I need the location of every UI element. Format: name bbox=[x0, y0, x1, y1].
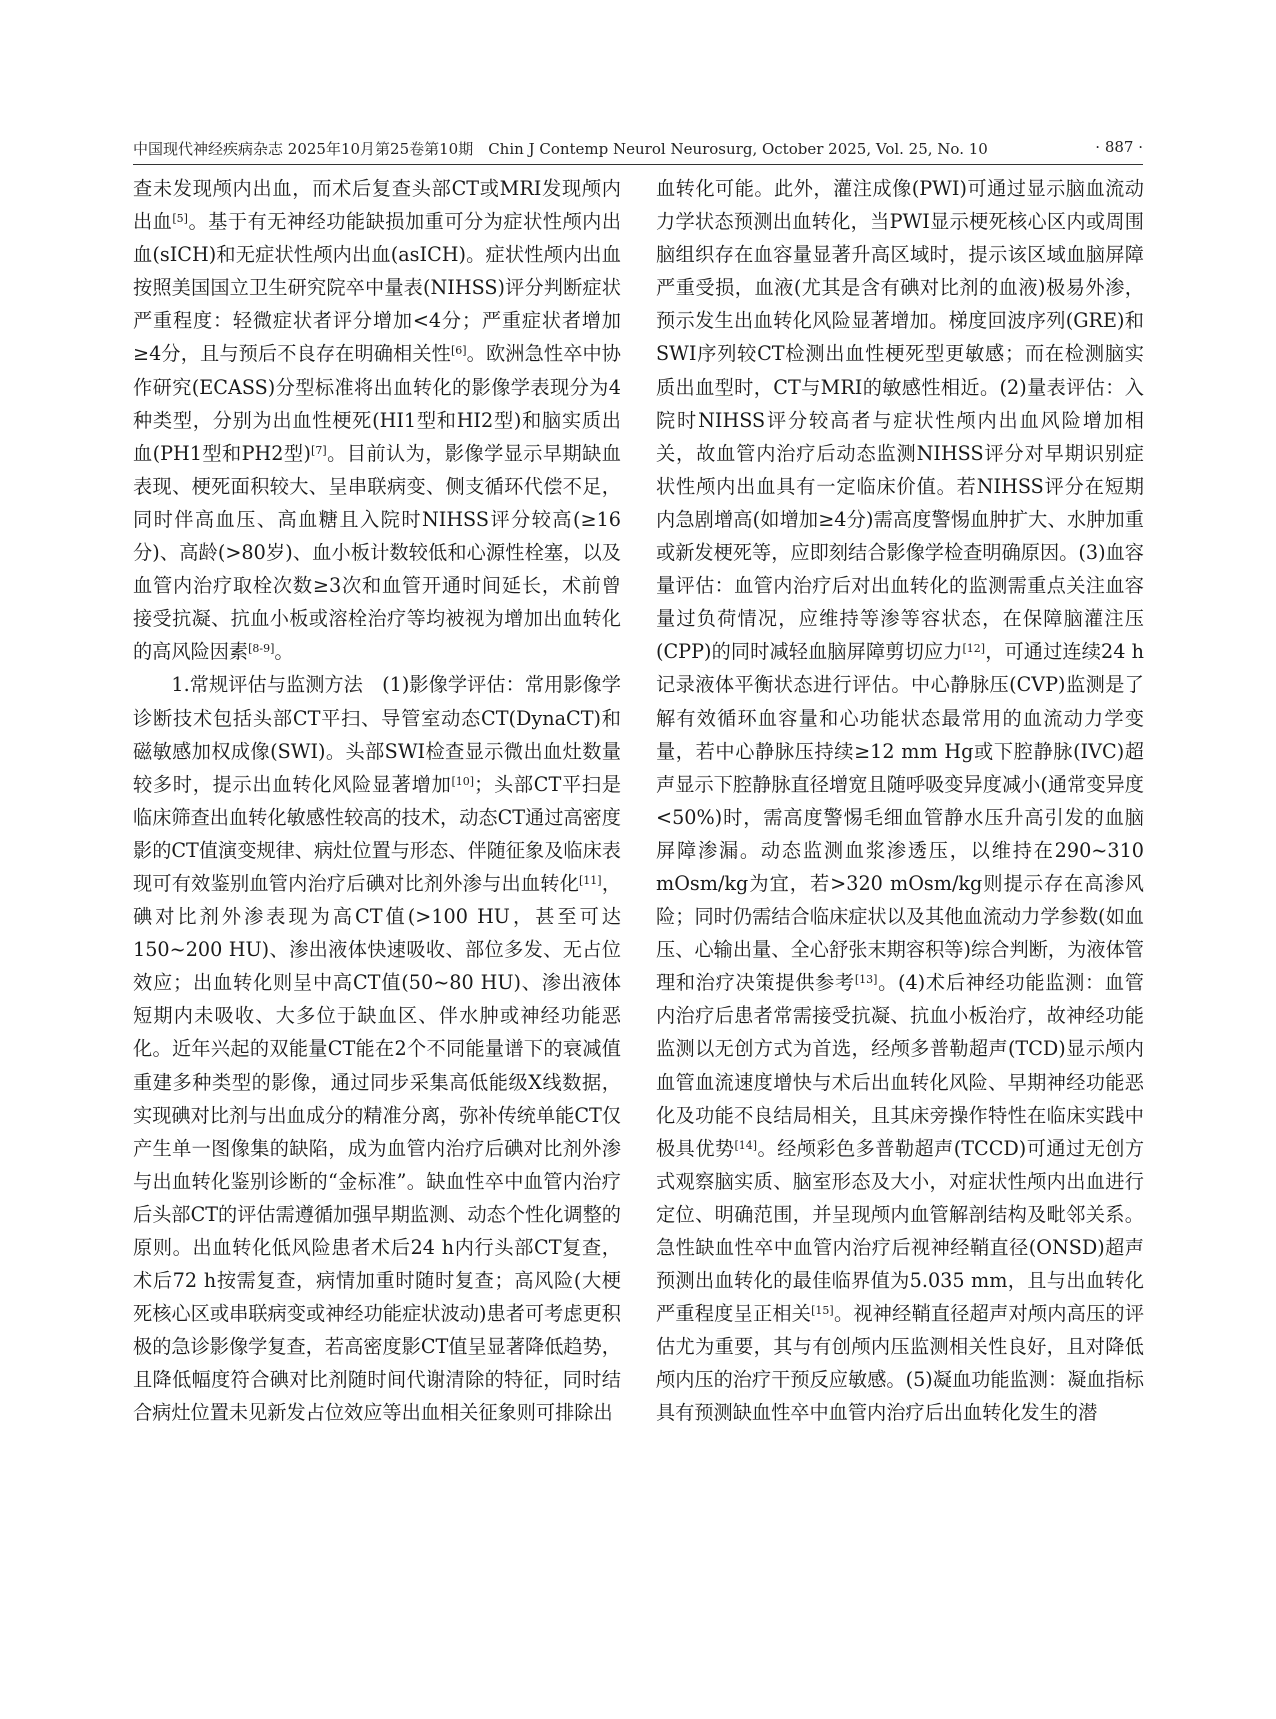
page-number: · 887 · bbox=[1095, 138, 1143, 156]
citation-ref: [13] bbox=[854, 973, 878, 987]
citation-ref: [12] bbox=[962, 642, 986, 656]
citation-ref: [5] bbox=[172, 212, 188, 226]
citation-ref: [15] bbox=[811, 1304, 834, 1318]
citation-ref: [8-9] bbox=[248, 642, 275, 656]
text-run: 查未发现颅内出血，而术后复查头部CT或MRI发现颅内出血 bbox=[133, 177, 621, 234]
paragraph-continuation bbox=[133, 172, 621, 668]
citation-ref: [6] bbox=[450, 344, 467, 358]
paragraph-continuation bbox=[656, 172, 1144, 1430]
journal-citation: 中国现代神经疾病杂志 2025年10月第25卷第10期 Chin J Contemp Neurol Neurosurg, October 2025, Vol. 25, No. 10 bbox=[133, 140, 988, 158]
paragraph-methods bbox=[133, 668, 621, 1429]
text-run: 。欧洲急性卒中协作研究(ECASS)分型标准将出血转化的影像学表现分为4种类型，分别为出血性梗死(HI1型和HI2型)和脑实质出血(PH1型和PH2型) bbox=[133, 342, 621, 465]
text-run: ，碘对比剂外渗表现为高CT值(>100 HU，甚至可达150~200 HU)、渗出液体快速吸收、部位多发、无占位效应；出血转化则呈中高CT值(50~80 HU)、渗出液体短期内未吸收、大多位于缺血区、伴水肿或神经功能恶化。近年兴起的双能量CT能在2个不同能量谱下的衰减值重建多种类型的影像，通过同步采集高低能级X线数据，实现碘对比剂与出血成分的精准分离，弥补传统单能CT仅产生单一图像集的缺陷，成为血管内治疗后碘对比剂外渗与出血转化鉴别诊断的“金标准”。缺血性卒中血管内治疗后头部CT的评估需遵循加强早期监测、动态个性化调整的原则。出血转化低风险患者术后24 h内行头部CT复查，术后72 h按需复查，病情加重时随时复查；高风险(大梗死核心区或串联病变或神经功能症状波动)患者可考虑更积极的急诊影像学复查，若高密度影CT值呈显著降低趋势，且降低幅度符合碘对比剂随时间代谢清除的特征，同时结合病灶位置未见新发占位效应等出血相关征象则可排除出 bbox=[133, 871, 622, 1425]
header-rule bbox=[133, 164, 1143, 165]
text-run: 。(4)术后神经功能监测：血管内治疗后患者常需接受抗凝、抗血小板治疗，故神经功能监测以无创方式为首选，经颅多普勒超声(TCD)显示颅内血管血流速度增快与术后出血转化风险、早期神经功能恶化及功能不良结局相关，且其床旁操作特性在临床实践中极具优势 bbox=[656, 971, 1144, 1160]
citation-ref: [11] bbox=[579, 873, 602, 887]
running-header bbox=[133, 138, 1143, 164]
text-run: ；头部CT平扫是临床筛查出血转化敏感性较高的技术，动态CT通过高密度影的CT值演变规律、病灶位置与形态、伴随征象及临床表现可有效鉴别血管内治疗后碘对比剂外渗与出血转化 bbox=[133, 772, 622, 895]
left-column bbox=[133, 172, 621, 1430]
text-run: ，可通过连续24 h记录液体平衡状态进行评估。中心静脉压(CVP)监测是了解有效循环血容量和心功能状态最常用的血流动力学变量，若中心静脉压持续≥12 mm Hg或下腔静脉(IVC)超声显示下腔静脉直径增宽且随呼吸变异度减小(通常变异度<50%)时，需高度警惕毛细血管静水压升高引发的血脑屏障渗漏。动态监测血浆渗透压，以维持在290~310 mOsm/kg为宜，若>320 mOsm/kg则提示存在高渗风险；同时仍需结合临床症状以及其他血流动力学参数(如血压、心输出量、全心舒张末期容积等)综合判断，为液体管理和治疗决策提供参考 bbox=[656, 640, 1144, 995]
citation-ref: [7] bbox=[311, 443, 327, 457]
text-run: 。视神经鞘直径超声对颅内高压的评估尤为重要，其与有创颅内压监测相关性良好，且对降低颅内压的治疗干预反应敏感。(5)凝血功能监测：凝血指标具有预测缺血性卒中血管内治疗后出血转化发生的潜 bbox=[656, 1302, 1145, 1425]
text-run: 血转化可能。此外，灌注成像(PWI)可通过显示脑血流动力学状态预测出血转化，当PWI显示梗死核心区内或周围脑组织存在血容量显著升高区域时，提示该区域血脑屏障严重受损，血液(尤其是含有碘对比剂的血液)极易外渗，预示发生出血转化风险显著增加。梯度回波序列(GRE)和SWI序列较CT检测出血性梗死型更敏感；而在检测脑实质出血型时，CT与MRI的敏感性相近。(2)量表评估：入院时NIHSS评分较高者与症状性颅内出血风险增加相关，故血管内治疗后动态监测NIHSS评分对早期识别症状性颅内出血具有一定临床价值。若NIHSS评分在短期内急剧增高(如增加≥4分)需高度警惕血肿扩大、水肿加重或新发梗死等，应即刻结合影像学检查明确原因。(3)血容量评估：血管内治疗后对出血转化的监测需重点关注血容量过负荷情况，应维持等渗等容状态，在保障脑灌注压(CPP)的同时减轻血脑屏障剪切应力 bbox=[656, 177, 1144, 664]
citation-ref: [10] bbox=[451, 774, 475, 788]
right-column bbox=[656, 172, 1144, 1430]
text-run: 。目前认为，影像学显示早期缺血表现、梗死面积较大、呈串联病变、侧支循环代偿不足，同时伴高血压、高血糖且入院时NIHSS评分较高(≥16分)、高龄(>80岁)、血小板计数较低和心源性栓塞，以及血管内治疗取栓次数≥3次和血管开通时间延长，术前曾接受抗凝、抗血小板或溶栓治疗等均被视为增加出血转化的高风险因素 bbox=[133, 441, 621, 664]
citation-ref: [14] bbox=[734, 1138, 758, 1152]
text-run: 。经颅彩色多普勒超声(TCCD)可通过无创方式观察脑实质、脑室形态及大小，对症状性颅内出血进行定位、明确范围，并呈现颅内血管解剖结构及毗邻关系。急性缺血性卒中血管内治疗后视神经鞘直径(ONSD)超声预测出血转化的最佳临界值为5.035 mm，且与出血转化严重程度呈正相关 bbox=[656, 1136, 1145, 1326]
text-run: 。基于有无神经功能缺损加重可分为症状性颅内出血(sICH)和无症状性颅内出血(asICH)。症状性颅内出血按照美国国立卫生研究院卒中量表(NIHSS)评分判断症状严重程度：轻微症状者评分增加<4分；严重症状者增加≥4分，且与预后不良存在明确相关性 bbox=[133, 210, 622, 366]
text-run: 。 bbox=[274, 640, 294, 664]
text-run: 1.常规评估与监测方法 (1)影像学评估：常用影像学诊断技术包括头部CT平扫、导管室动态CT(DynaCT)和磁敏感加权成像(SWI)。头部SWI检查显示微出血灶数量较多时，提示出血转化风险显著增加 bbox=[133, 673, 621, 796]
